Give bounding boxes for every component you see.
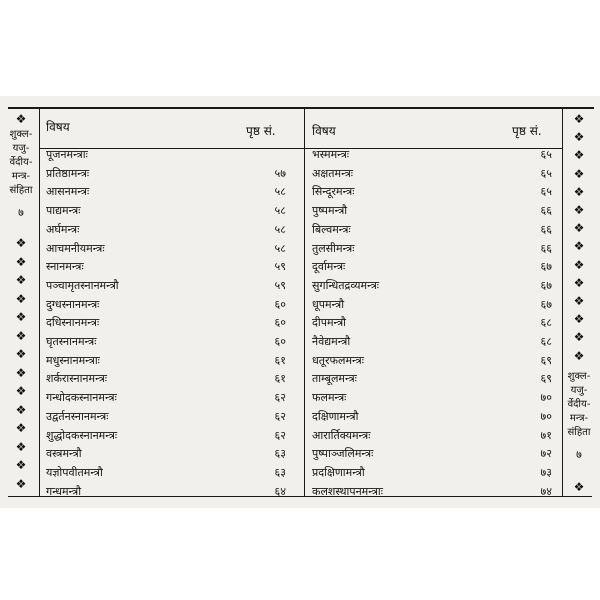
contents-row <box>312 277 552 295</box>
entry-title: नैवेद्यमन्त्रौ <box>312 335 351 348</box>
diamond-ornament-icon: ❖ <box>573 312 585 327</box>
entry-page-number: ६१ <box>274 372 286 386</box>
entry-title: यज्ञोपवीतमन्त्रौ <box>46 465 103 479</box>
contents-row <box>46 370 286 388</box>
diamond-ornament-icon: ❖ <box>15 112 27 126</box>
entry-title: प्रतिष्ठामन्त्रः <box>46 166 90 180</box>
entry-page-number: ६३ <box>274 465 286 479</box>
entry-page-number: ६२ <box>274 428 286 442</box>
right-page-header: पृष्ठ सं. <box>512 124 542 138</box>
contents-row <box>46 333 286 351</box>
contents-row <box>46 296 286 314</box>
diamond-ornament-icon: ❖ <box>15 291 27 306</box>
entry-page-number: ५७ <box>274 166 286 180</box>
left-page-header: पृष्ठ सं. <box>246 124 276 138</box>
contents-row <box>46 258 286 276</box>
contents-row <box>312 389 552 407</box>
entry-page-number: ५९ <box>274 260 286 274</box>
contents-row <box>312 314 552 332</box>
contents-row <box>46 389 286 407</box>
entry-title: पञ्चामृतस्नानमन्त्रौ <box>46 278 119 292</box>
entry-page-number: ७१ <box>540 428 552 442</box>
contents-row <box>312 333 552 351</box>
entry-page-number: ६९ <box>540 372 552 386</box>
margin-title-line: यजु- <box>570 385 588 396</box>
diamond-ornament-icon: ❖ <box>15 439 27 454</box>
diamond-ornament-icon: ❖ <box>573 166 585 181</box>
entry-page-number: ५८ <box>274 241 286 255</box>
contents-row <box>312 183 552 201</box>
column-divider <box>304 109 305 496</box>
margin-title-line: संहिता <box>567 427 591 438</box>
entry-page-number: ६२ <box>274 391 286 405</box>
diamond-ornament-icon: ❖ <box>573 130 585 145</box>
contents-row <box>46 183 286 201</box>
contents-row <box>46 277 286 295</box>
diamond-ornament-icon: ❖ <box>15 421 27 435</box>
entry-page-number: ६७ <box>540 278 552 292</box>
entry-title: पुष्पमन्त्रौ <box>312 204 348 218</box>
diamond-ornament-icon: ❖ <box>15 384 27 398</box>
entry-page-number: ६७ <box>540 260 552 274</box>
diamond-ornament-icon: ❖ <box>573 148 585 163</box>
entry-page-number: ६५ <box>540 166 552 180</box>
entry-title: बिल्वमन्त्रः <box>312 222 351 236</box>
contents-row <box>46 314 286 332</box>
entry-page-number: ६५ <box>540 185 552 199</box>
entry-title: मधुस्नानमन्त्राः <box>46 353 100 367</box>
margin-title-line: र्वेदीय- <box>567 399 591 410</box>
diamond-ornament-icon: ❖ <box>15 310 27 324</box>
diamond-ornament-icon: ❖ <box>15 328 27 343</box>
margin-title-line: मन्त्र- <box>11 171 31 182</box>
contents-row <box>46 165 286 183</box>
diamond-ornament-icon: ❖ <box>15 365 27 380</box>
entry-title: दूर्वामन्त्रः <box>312 260 346 274</box>
margin-title-label <box>566 370 592 462</box>
entry-page-number: ६६ <box>540 204 552 218</box>
contents-row <box>46 352 286 370</box>
contents-row <box>46 146 286 164</box>
entry-page-number: ६९ <box>540 353 552 367</box>
entry-page-number: ७४ <box>540 484 552 498</box>
diamond-ornament-icon: ❖ <box>15 254 27 269</box>
entry-page-number: ६० <box>274 297 286 311</box>
entry-title: ताम्बूलमन्त्रः <box>312 372 357 386</box>
contents-row <box>312 483 552 501</box>
entry-title: घृतस्नानमन्त्रः <box>46 335 97 348</box>
entry-title: तुलसीमन्त्रः <box>312 241 355 255</box>
margin-title-line: र्वेदीय- <box>9 157 33 168</box>
entry-title: पुष्पाञ्जलिमन्त्रः <box>312 447 374 461</box>
contents-row <box>46 240 286 258</box>
entry-title: धतूरफलमन्त्रः <box>312 353 364 367</box>
diamond-ornament-icon: ❖ <box>573 203 585 217</box>
left-margin-rule <box>39 109 40 496</box>
entry-page-number: ६६ <box>540 241 552 255</box>
entry-title: आरार्तिक्यमन्त्रः <box>312 428 371 442</box>
entry-title: उद्वर्तनस्नानमन्त्रः <box>46 409 109 423</box>
left-ornament-column <box>8 112 34 496</box>
entry-page-number: ६७ <box>540 297 552 311</box>
margin-title-label <box>8 128 34 220</box>
entry-title: पाद्यमन्त्रः <box>46 204 81 218</box>
entry-title: अर्घमन्त्रः <box>46 222 80 236</box>
contents-row <box>46 464 286 482</box>
contents-row <box>312 146 552 164</box>
diamond-ornament-icon: ❖ <box>573 257 585 272</box>
entry-title: धूपमन्त्रौ <box>312 297 345 311</box>
entry-page-number: ५९ <box>274 278 286 292</box>
page-number: ७ <box>18 206 24 219</box>
entry-page-number: ६८ <box>540 335 552 348</box>
contents-row <box>312 352 552 370</box>
diamond-ornament-icon: ❖ <box>15 458 27 472</box>
contents-row <box>312 370 552 388</box>
entry-title: आसनमन्त्रः <box>46 185 90 199</box>
margin-title-line: मन्त्र- <box>569 413 589 424</box>
diamond-ornament-icon: ❖ <box>573 112 585 126</box>
left-subject-header: विषय <box>46 120 70 134</box>
entry-title: आचमनीयमन्त्रः <box>46 241 105 255</box>
contents-row <box>312 221 552 239</box>
right-subject-header: विषय <box>312 124 336 138</box>
entry-title: वस्त्रमन्त्रौ <box>46 447 82 461</box>
entry-title: प्रदक्षिणामन्त्रौ <box>312 465 365 479</box>
entry-title: फलमन्त्रः <box>312 391 347 405</box>
entry-title: भस्ममन्त्रः <box>312 148 350 161</box>
diamond-ornament-icon: ❖ <box>15 347 27 361</box>
diamond-ornament-icon: ❖ <box>573 294 585 308</box>
entry-title: शर्करास्नानमन्त्रः <box>46 372 107 386</box>
contents-row <box>46 483 286 501</box>
entry-title: पूजनमन्त्राः <box>46 148 88 161</box>
contents-row <box>312 240 552 258</box>
diamond-ornament-icon: ❖ <box>573 348 585 363</box>
entry-page-number: ६४ <box>274 484 286 498</box>
entry-title: दक्षिणामन्त्रौ <box>312 409 359 423</box>
entry-title: शुद्धोदकस्नानमन्त्रः <box>46 428 118 442</box>
contents-row <box>312 258 552 276</box>
right-ornament-column <box>566 112 592 496</box>
entry-page-number: ६५ <box>540 148 552 161</box>
entry-page-number: ६० <box>274 335 286 348</box>
entry-page-number: ७० <box>540 409 552 423</box>
margin-title-line: यजु- <box>12 143 30 154</box>
contents-row <box>312 464 552 482</box>
entry-title: दुग्धस्नानमन्त्रः <box>46 297 100 311</box>
entry-title: सुगन्धितद्रव्यमन्त्रः <box>312 278 379 292</box>
entry-title: सिन्दूरमन्त्रः <box>312 185 355 199</box>
contents-row <box>312 296 552 314</box>
contents-row <box>46 427 286 445</box>
diamond-ornament-icon: ❖ <box>15 236 27 250</box>
diamond-ornament-icon: ❖ <box>573 239 585 254</box>
diamond-ornament-icon: ❖ <box>15 402 27 417</box>
entry-title: अक्षतमन्त्रः <box>312 166 354 180</box>
entry-page-number: ६० <box>274 316 286 330</box>
entry-title: गन्धोदकस्नानमन्त्रः <box>46 391 117 405</box>
contents-row <box>312 427 552 445</box>
page-number: ७ <box>576 448 582 461</box>
contents-row <box>312 408 552 426</box>
contents-row <box>46 202 286 220</box>
margin-title-line: संहिता <box>9 185 33 196</box>
diamond-ornament-icon: ❖ <box>573 184 585 199</box>
entry-page-number: ५८ <box>274 185 286 199</box>
entry-page-number: ७२ <box>540 447 552 461</box>
diamond-ornament-icon: ❖ <box>15 476 27 491</box>
entry-title: दधिस्नानमन्त्रः <box>46 316 100 330</box>
entry-title: गन्धमन्त्रौ <box>46 484 82 498</box>
contents-row <box>46 408 286 426</box>
top-rule <box>8 107 594 109</box>
diamond-ornament-icon: ❖ <box>573 330 585 345</box>
margin-title-line: शुक्ल- <box>567 371 591 382</box>
diamond-ornament-icon: ❖ <box>573 275 585 290</box>
contents-row <box>46 445 286 463</box>
entry-page-number: ६१ <box>274 353 286 367</box>
margin-title-line: शुक्ल- <box>9 129 33 140</box>
entry-page-number: ६८ <box>540 316 552 330</box>
entry-page-number: ७३ <box>540 465 552 479</box>
contents-row <box>312 445 552 463</box>
entry-page-number: ६२ <box>274 409 286 423</box>
entry-title: स्नानमन्त्रः <box>46 260 84 274</box>
entry-page-number: ६६ <box>540 222 552 236</box>
entry-page-number: ६३ <box>274 447 286 461</box>
entry-page-number: ५८ <box>274 222 286 236</box>
entry-page-number: ५८ <box>274 204 286 218</box>
diamond-ornament-icon: ❖ <box>573 221 585 236</box>
contents-row <box>312 202 552 220</box>
diamond-ornament-icon: ❖ <box>15 273 27 287</box>
diamond-ornament-icon: ❖ <box>573 480 585 494</box>
entry-title: कलशस्थापनमन्त्राः <box>312 484 383 498</box>
right-margin-rule <box>562 109 563 496</box>
entry-page-number: ७० <box>540 391 552 405</box>
contents-row <box>312 165 552 183</box>
entry-title: दीपमन्त्रौ <box>312 316 347 330</box>
contents-row <box>46 221 286 239</box>
